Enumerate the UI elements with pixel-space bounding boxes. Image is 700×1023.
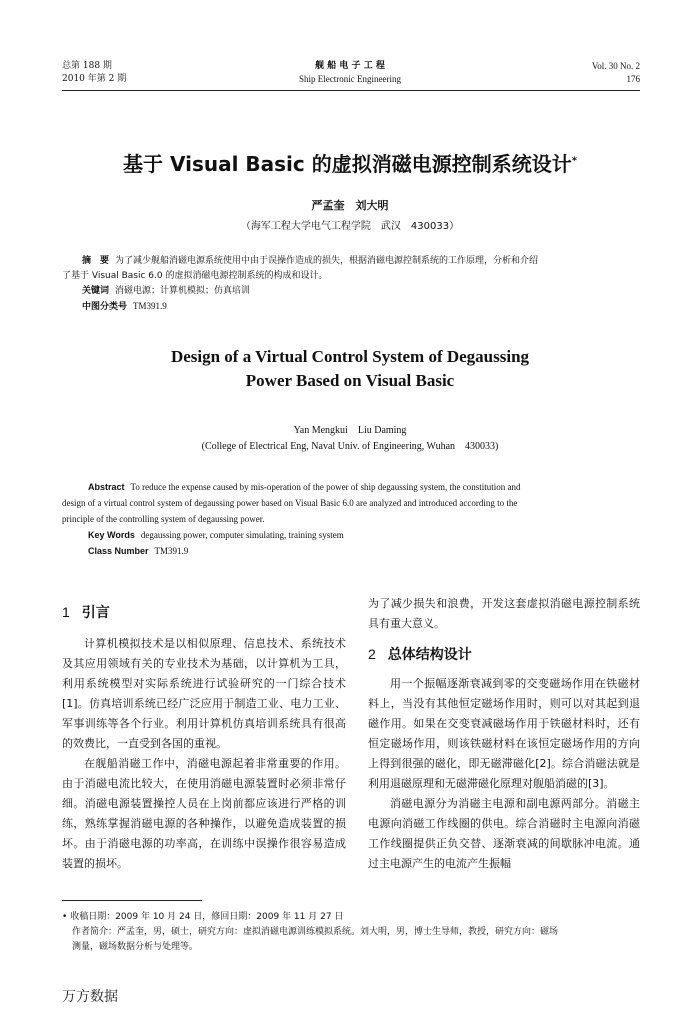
- footnote-bio-1: 作者简介：严孟奎，男，硕士，研究方向：虚拟消磁电源训练模拟系统。刘大明，男，博士生导师，教授，研究方向：磁场: [72, 927, 559, 937]
- right-paragraph-2: 消磁电源分为消磁主电源和副电源两部分。消磁主电源向消磁工作线圈的供电。综合消磁时主电源向消磁工作线圈提供正负交替、逐渐衰减的间歇脉冲电流。通过主电源产生的电流产生振幅: [368, 797, 640, 870]
- authors-cn: 严孟奎 刘大明: [311, 199, 389, 212]
- keywords-en: degaussing power, computer simulating, training system: [140, 530, 344, 540]
- title-cn: 基于 Visual Basic 的虚拟消磁电源控制系统设计*: [123, 152, 577, 176]
- left-paragraph-1: 计算机模拟技术是以相似原理、信息技术、系统技术及其应用领域有关的专业技术为基础，以计算机为工具，利用系统模型对实际系统进行试验研究的一门综合技术[1]。仿真培训系统已经广泛应用于制造工业、电力工业、军事训练等各个行业。利用计算机仿真培训系统具有很高的效费比，一直受到各国的重视。: [62, 637, 346, 750]
- keywords-cn-label: 关键词: [82, 286, 110, 296]
- authors-en: Yan Mengkui Liu Daming: [293, 425, 407, 436]
- footnote-dates: 收稿日期：2009 年 10 月 24 日，修回日期：2009 年 11 月 27 日: [70, 912, 344, 922]
- bullet-icon: •: [62, 912, 68, 922]
- header-right: [592, 60, 640, 86]
- left-column: [62, 634, 346, 874]
- section-1-heading: 1 引言: [62, 604, 110, 621]
- class-cn: TM391.9: [133, 301, 167, 311]
- issue-year: 2010 年第 2 期: [62, 74, 127, 84]
- affiliation-cn: （海军工程大学电气工程学院 武汉 430033）: [240, 221, 460, 232]
- abstract-cn-line2: 了基于 Visual Basic 6.0 的虚拟消磁电源控制系统的构成和设计。: [62, 271, 328, 281]
- title-en: [0, 345, 700, 393]
- title-en-line1: Design of a Virtual Control System of Degaussing: [170, 347, 530, 366]
- abstract-cn-line1: 为了减少舰船消磁电源系统使用中由于误操作造成的损失，根据消磁电源控制系统的工作原理，分析和介绍: [115, 256, 539, 266]
- keywords-cn: 消磁电源；计算机模拟；仿真培训: [115, 286, 251, 296]
- right-column-top: [368, 594, 640, 634]
- abstract-en-line2: design of a virtual control system of degaussing power based on Visual Basic 6.0 are analyzed and introduced according to the: [62, 498, 518, 508]
- header-divider: [62, 90, 640, 91]
- footnote-bio-2: 测量，磁场数据分析与处理等。: [72, 942, 199, 952]
- watermark: 万方数据: [62, 989, 118, 1005]
- right-column: [368, 674, 640, 874]
- left-paragraph-2: 在舰船消磁工作中，消磁电源起着非常重要的作用。由于消磁电流比较大，在使用消磁电源装置时必须非常仔细。消磁电源装置操控人员在上岗前都应该进行严格的训练，熟练掌握消磁电源的各种操作，以避免造成装置的损坏。由于消磁电源的功率高，在训练中误操作很容易造成装置的损坏。: [62, 757, 346, 870]
- class-en: TM391.9: [154, 546, 189, 556]
- journal-name-en: Ship Electronic Engineering: [299, 74, 401, 84]
- class-en-label: Class Number: [88, 546, 149, 556]
- page-number: 176: [626, 74, 640, 84]
- right-paragraph-cont: 为了减少损失和浪费，开发这套虚拟消磁电源控制系统具有重大意义。: [368, 597, 640, 630]
- abstract-cn-label: 摘 要: [82, 256, 110, 266]
- abstract-en-line1: To reduce the expense caused by mis-operation of the power of ship degaussing system, the constitution and: [130, 482, 521, 492]
- affiliation-en: (College of Electrical Eng, Naval Univ. of Engineering, Wuhan 430033): [201, 441, 499, 452]
- right-paragraph-1: 用一个振幅逐渐衰减到零的交变磁场作用在铁磁材料上，当没有其他恒定磁场作用时，则可以对其起到退磁作用。如果在交变衰减磁场作用于铁磁材料时，还有恒定磁场作用，则该铁磁材料在该恒定磁场作用的方向上得到很强的磁化，即无磁滞磁化[2]。综合消磁法就是利用退磁原理和无磁滞磁化原理对舰船消磁的[3]。: [368, 677, 640, 790]
- abstract-en-label: Abstract: [88, 482, 125, 492]
- section-2-heading: 2 总体结构设计: [368, 646, 472, 663]
- footnote-divider: [62, 900, 202, 901]
- class-cn-label: 中图分类号: [82, 302, 128, 312]
- abstract-en-line3: principle of the controlling system of degaussing power.: [62, 514, 265, 524]
- journal-name-cn: 舰 船 电 子 工 程: [315, 61, 385, 71]
- issue-total: 总第 188 期: [62, 61, 112, 71]
- abstract-en: [62, 479, 640, 559]
- volume-number: Vol. 30 No. 2: [591, 61, 640, 71]
- keywords-en-label: Key Words: [88, 530, 135, 540]
- title-en-line2: Power Based on Visual Basic: [245, 371, 455, 390]
- footnote: [62, 910, 640, 955]
- abstract-cn: [62, 254, 640, 315]
